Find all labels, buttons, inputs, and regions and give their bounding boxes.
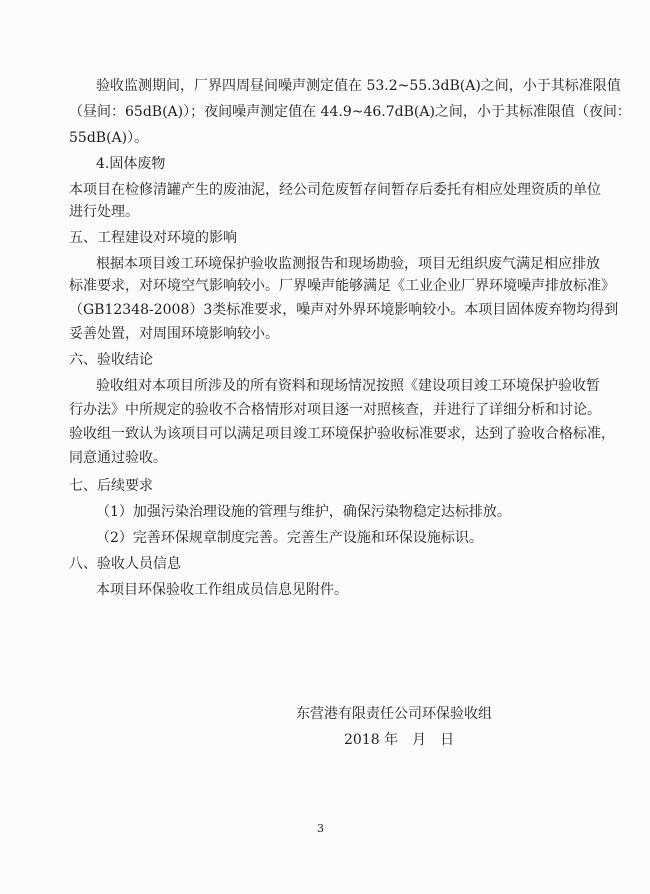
page-number: 3 (317, 822, 324, 835)
section-5-line-2: 标准要求，对环境空气影响较小。厂界噪声能够满足《工业企业厂界环境噪声排放标准》 (69, 278, 615, 294)
solid-waste-line-1: 本项目在检修清罐产生的废油泥，经公司危废暂存间暂存后委托有相应处理资质的单位 (69, 182, 601, 198)
section-5-line-1: 根据本项目竣工环境保护验收监测报告和现场勘验，项目无组织废气满足相应排放 (96, 256, 600, 272)
section-6-heading: 六、验收结论 (69, 352, 153, 368)
solid-waste-heading: 4.固体废物 (96, 156, 166, 172)
section-6-line-1: 验收组对本项目所涉及的所有资料和现场情况按照《建设项目竣工环境保护验收暂 (96, 378, 600, 394)
signature-date: 2018 年 月 日 (344, 732, 455, 748)
section-8-heading: 八、验收人员信息 (69, 556, 181, 572)
section-5-line-3: （GB12348-2008）3类标准要求，噪声对外界环境影响较小。本项目固体废弃物均得到 (69, 302, 619, 318)
section-7-item-2: （2）完善环保规章制度完善。完善生产设施和环保设施标识。 (96, 530, 483, 546)
section-5-heading: 五、工程建设对环境的影响 (69, 230, 237, 246)
section-8-line-1: 本项目环保验收工作组成员信息见附件。 (96, 582, 348, 598)
section-6-line-2: 行办法》中所规定的验收不合格情形对项目逐一对照核查，并进行了详细分析和讨论。 (69, 402, 601, 418)
noise-line-1: 验收监测期间，厂界四周昼间噪声测定值在 53.2~55.3dB(A)之间，小于其标准限值 (96, 78, 621, 94)
signature-organization: 东营港有限责任公司环保验收组 (296, 706, 492, 722)
section-7-item-1: （1）加强污染治理设施的管理与维护，确保污染物稳定达标排放。 (96, 504, 511, 520)
section-5-line-4: 妥善处置，对周围环境影响较小。 (69, 326, 279, 342)
noise-line-3: 55dB(A)）。 (69, 130, 149, 146)
noise-line-2: （昼间：65dB(A)）；夜间噪声测定值在 44.9~46.7dB(A)之间，小于其标准限值（夜间： (69, 104, 631, 120)
solid-waste-line-2: 进行处理。 (69, 204, 139, 220)
section-6-line-4: 同意通过验收。 (69, 450, 167, 466)
section-6-line-3: 验收组一致认为该项目可以满足项目竣工环境保护验收标准要求，达到了验收合格标准， (69, 426, 615, 442)
section-7-heading: 七、后续要求 (69, 478, 153, 494)
